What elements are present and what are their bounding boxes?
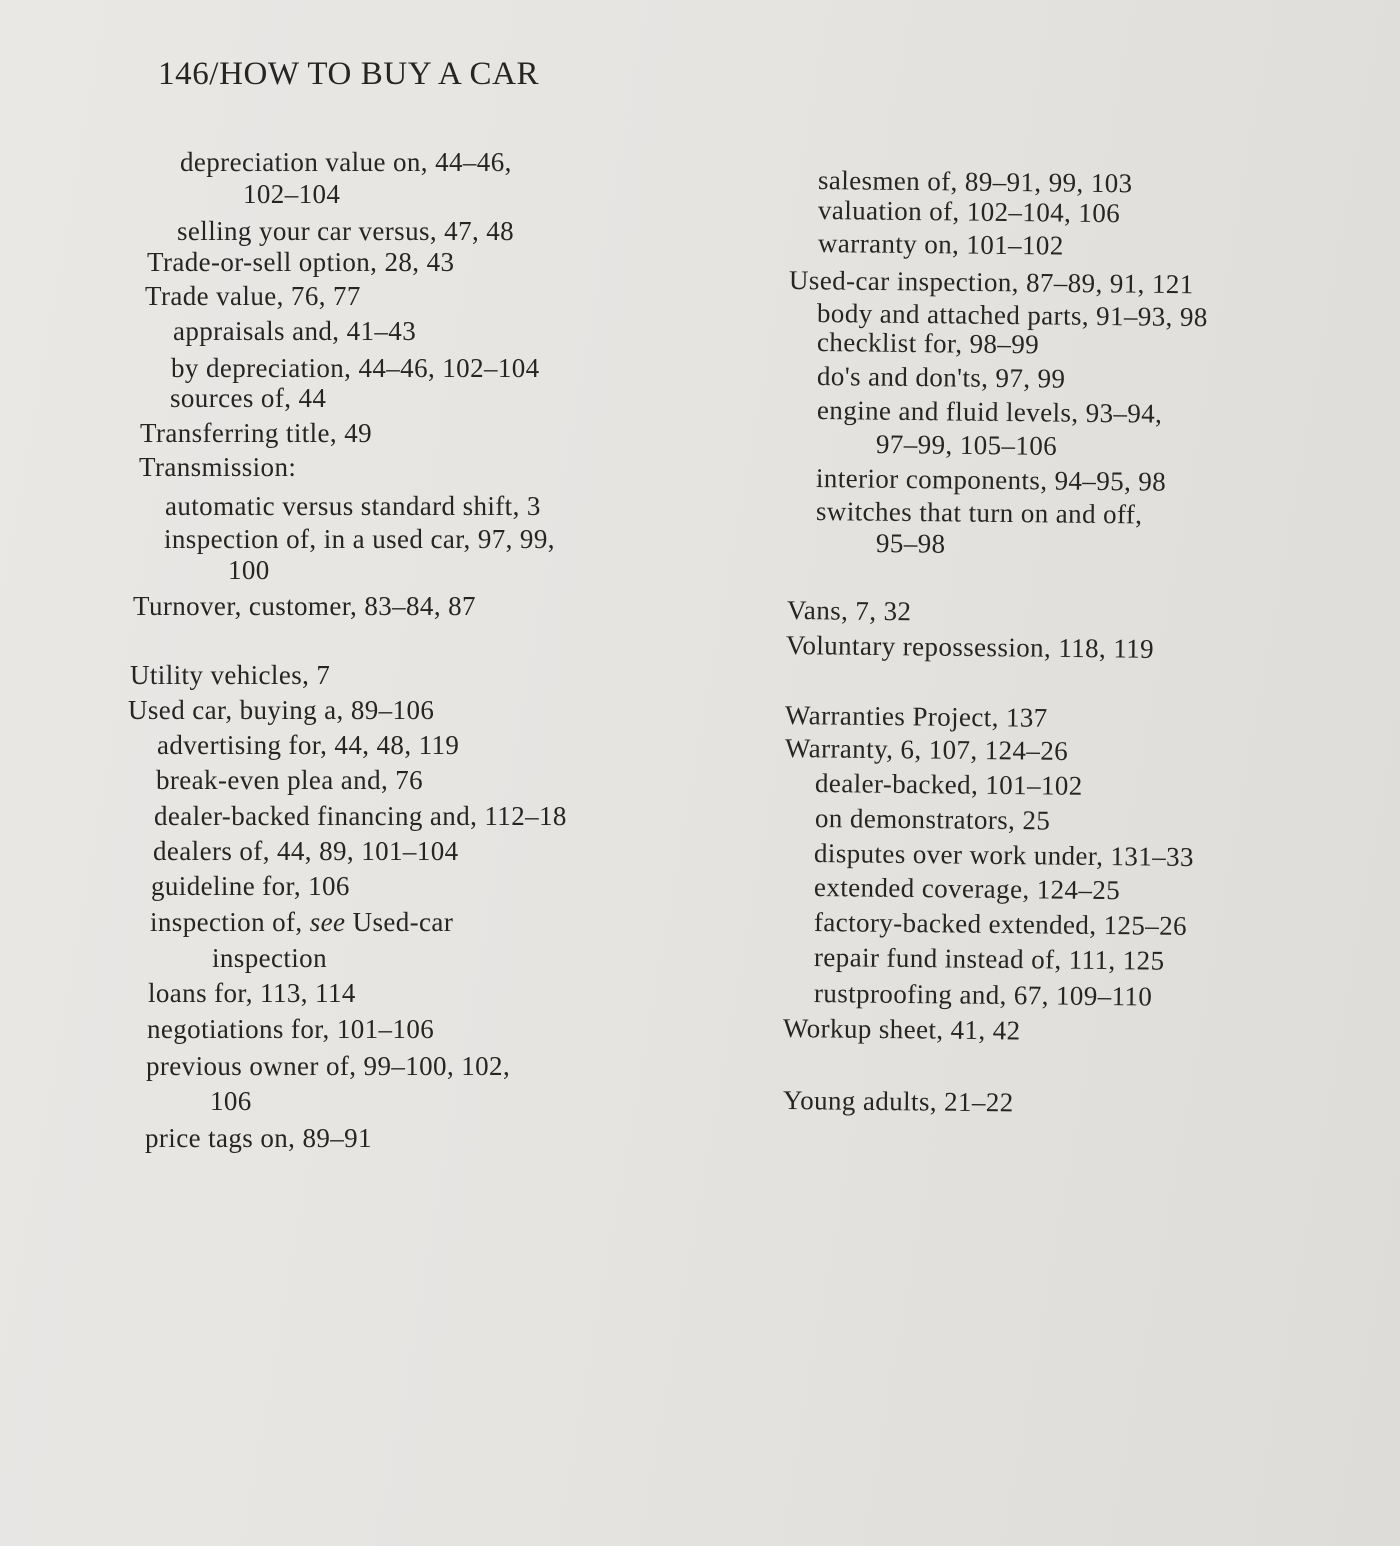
index-subentry: repair fund instead of, 111, 125 xyxy=(813,942,1165,976)
index-subentry-cross-reference xyxy=(150,905,453,939)
index-subentry: checklist for, 98–99 xyxy=(816,327,1040,360)
index-subentry: price tags on, 89–91 xyxy=(145,1123,372,1153)
index-subentry: guideline for, 106 xyxy=(151,871,350,901)
index-subentry: previous owner of, 99–100, 102, xyxy=(146,1051,511,1081)
index-subentry: sources of, 44 xyxy=(170,383,327,413)
index-subentry: disputes over work under, 131–33 xyxy=(813,838,1195,872)
index-subentry: negotiations for, 101–106 xyxy=(147,1014,435,1044)
index-entry: Used-car inspection, 87–89, 91, 121 xyxy=(788,265,1194,300)
index-subentry: dealers of, 44, 89, 101–104 xyxy=(153,836,459,866)
index-subentry: selling your car versus, 47, 48 xyxy=(177,216,515,246)
index-entry: Young adults, 21–22 xyxy=(782,1085,1014,1118)
index-entry: Used car, buying a, 89–106 xyxy=(128,695,435,725)
index-subentry: interior components, 94–95, 98 xyxy=(815,463,1167,497)
index-entry: Transmission: xyxy=(139,452,297,482)
index-continuation: 95–98 xyxy=(875,528,946,559)
index-subentry: engine and fluid levels, 93–94, xyxy=(816,395,1163,429)
index-subentry: switches that turn on and off, xyxy=(815,496,1143,530)
index-entry: Vans, 7, 32 xyxy=(786,595,912,627)
index-subentry: break-even plea and, 76 xyxy=(156,765,424,795)
index-entry: Warranties Project, 137 xyxy=(784,700,1048,733)
index-subentry: dealer-backed financing and, 112–18 xyxy=(154,801,567,831)
index-subentry: loans for, 113, 114 xyxy=(148,978,356,1008)
index-entry: Warranty, 6, 107, 124–26 xyxy=(784,733,1069,766)
index-subentry: valuation of, 102–104, 106 xyxy=(817,195,1121,229)
index-subentry: extended coverage, 124–25 xyxy=(813,872,1121,906)
index-subentry: on demonstrators, 25 xyxy=(814,803,1051,836)
index-entry: Workup sheet, 41, 42 xyxy=(782,1013,1021,1046)
index-subentry: salesmen of, 89–91, 99, 103 xyxy=(817,165,1133,199)
index-subentry: dealer-backed, 101–102 xyxy=(814,768,1083,801)
index-entry: Turnover, customer, 83–84, 87 xyxy=(133,591,476,621)
see-italic: see xyxy=(309,907,346,937)
index-subentry: do's and don'ts, 97, 99 xyxy=(816,361,1066,394)
index-subentry: depreciation value on, 44–46, xyxy=(180,147,512,177)
running-head: 146/HOW TO BUY A CAR xyxy=(158,56,540,92)
index-continuation: 106 xyxy=(210,1086,252,1116)
index-subentry: advertising for, 44, 48, 119 xyxy=(157,730,460,760)
index-entry: Transferring title, 49 xyxy=(140,418,373,448)
index-continuation: 97–99, 105–106 xyxy=(875,429,1058,461)
index-subentry: automatic versus standard shift, 3 xyxy=(165,491,541,521)
index-subentry: warranty on, 101–102 xyxy=(817,228,1064,261)
index-entry: Voluntary repossession, 118, 119 xyxy=(785,630,1155,664)
cross-ref-target: Used-car xyxy=(345,907,454,937)
cross-ref-text: inspection of, xyxy=(150,907,310,937)
index-subentry: inspection of, in a used car, 97, 99, xyxy=(164,524,555,554)
index-subentry: rustproofing and, 67, 109–110 xyxy=(813,978,1153,1012)
index-entry: Trade-or-sell option, 28, 43 xyxy=(147,247,455,277)
index-subentry: by depreciation, 44–46, 102–104 xyxy=(171,353,540,383)
index-entry: Trade value, 76, 77 xyxy=(145,281,361,311)
index-continuation: 102–104 xyxy=(243,179,341,209)
index-subentry: body and attached parts, 91–93, 98 xyxy=(816,298,1208,333)
index-subentry: appraisals and, 41–43 xyxy=(173,316,417,346)
index-continuation: inspection xyxy=(212,943,327,973)
index-continuation: 100 xyxy=(228,555,270,585)
index-entry: Utility vehicles, 7 xyxy=(130,660,331,690)
index-subentry: factory-backed extended, 125–26 xyxy=(813,907,1188,941)
